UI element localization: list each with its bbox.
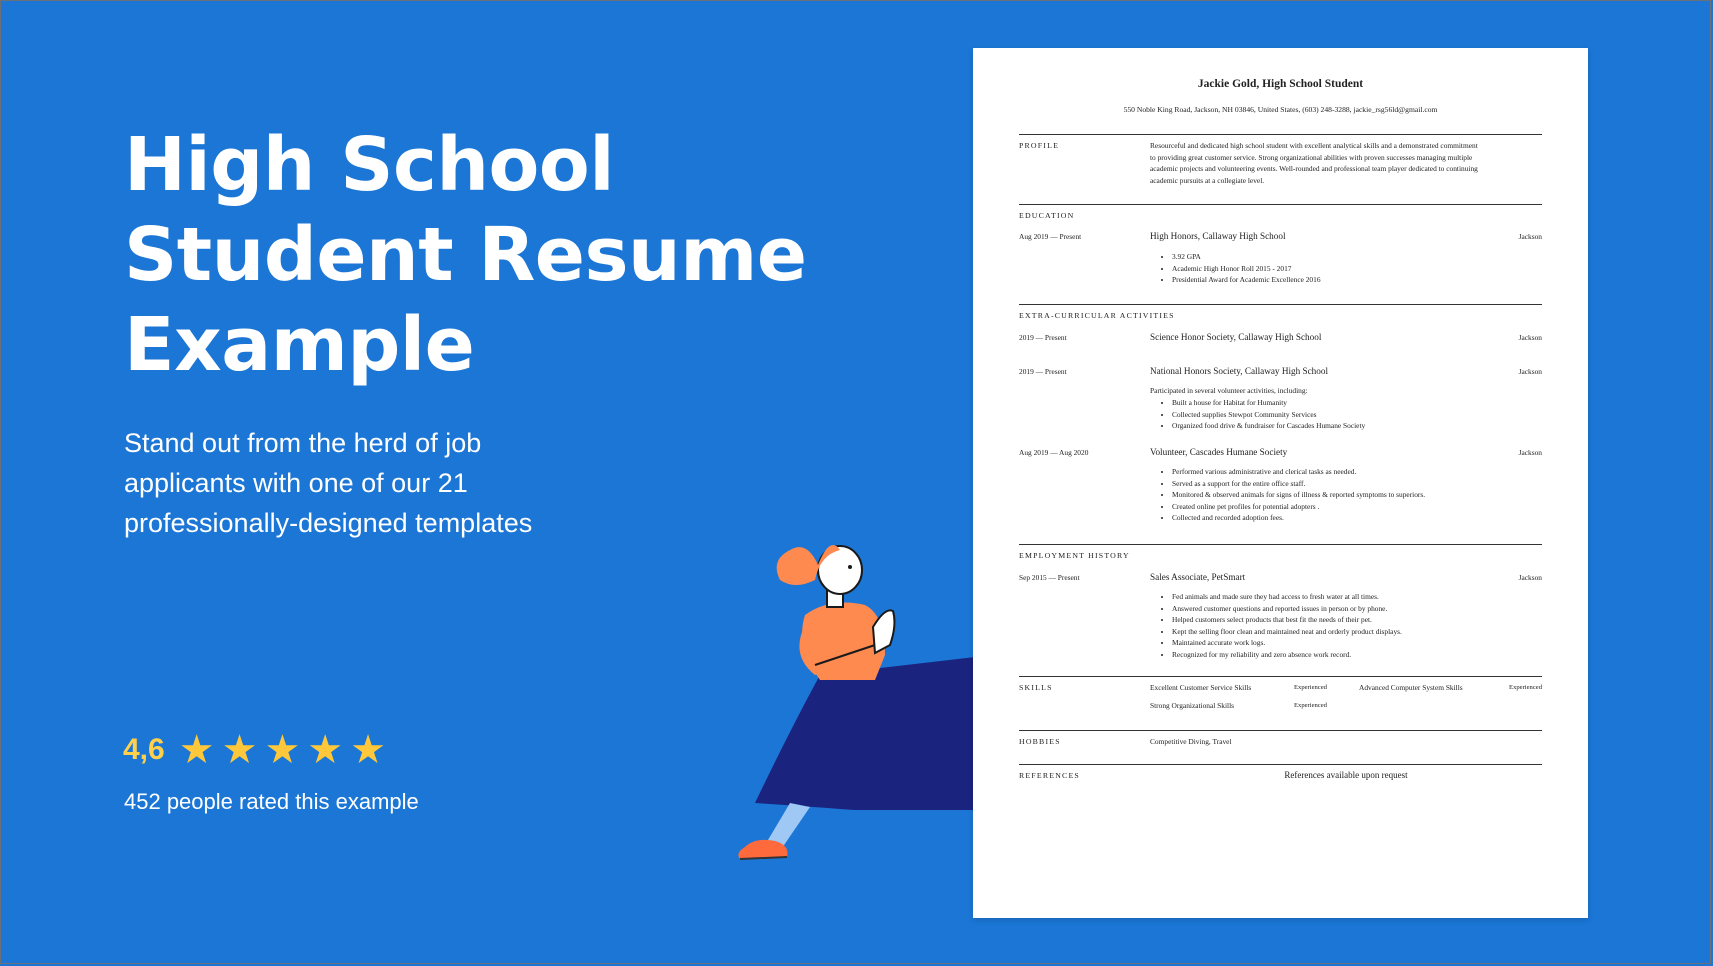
title-line: High School: [124, 122, 615, 208]
skill-name: Excellent Customer Service Skills: [1150, 683, 1252, 692]
subtitle: [124, 423, 684, 543]
rating-block: [123, 727, 393, 773]
text-line: academic projects and volunteering events. Well-rounded and professional team player dedicated to continuing: [1150, 164, 1478, 173]
list-item: • Created online pet profiles for potential adopters .: [1172, 501, 1425, 513]
title-line: Example: [124, 302, 475, 388]
bullet-list: [1150, 251, 1321, 286]
entry-city: Jackson: [1518, 232, 1542, 241]
skill-name: Advanced Computer System Skills: [1359, 683, 1463, 692]
resume-contact: 550 Noble King Road, Jackson, NH 03846, United States, (603) 248-3288, jackie_rsg56ld@gmail.com: [1123, 105, 1438, 114]
hero-title-block: [124, 120, 807, 390]
entry-city: Jackson: [1518, 448, 1542, 457]
section-label: SKILLS: [1019, 683, 1053, 692]
list-item: • Served as a support for the entire office staff.: [1172, 478, 1425, 490]
star-icon: ★: [178, 727, 215, 773]
entry-city: Jackson: [1518, 367, 1542, 376]
subtitle-line: applicants with one of our 21: [124, 468, 468, 498]
entry-title: Volunteer, Cascades Humane Society: [1150, 447, 1288, 457]
bullet-list: [1150, 397, 1365, 432]
list-item: • Collected and recorded adoption fees.: [1172, 512, 1425, 524]
entry-title: Sales Associate, PetSmart: [1150, 572, 1246, 582]
entry-date: 2019 — Present: [1019, 333, 1067, 342]
entry-date: 2019 — Present: [1019, 367, 1067, 376]
activities-section: [1019, 304, 1542, 545]
list-item: • Maintained accurate work logs.: [1172, 637, 1402, 649]
references-section: [1019, 764, 1542, 805]
entry-date: Sep 2015 — Present: [1019, 573, 1080, 582]
star-icon: ★: [307, 727, 344, 773]
list-item: • Fed animals and made sure they had access to fresh water at all times.: [1172, 591, 1402, 603]
student-illustration: [735, 545, 985, 885]
skills-section: [1019, 676, 1542, 731]
entry-intro: Participated in several volunteer activities, including:: [1150, 386, 1308, 395]
employment-section: [1019, 544, 1542, 677]
entry-title: High Honors, Callaway High School: [1150, 231, 1286, 241]
list-item: • Collected supplies Stewpot Community Services: [1172, 409, 1365, 421]
subtitle-line: professionally-designed templates: [124, 508, 533, 538]
list-item: • Academic High Honor Roll 2015 - 2017: [1172, 263, 1321, 275]
list-item: • Built a house for Habitat for Humanity: [1172, 397, 1365, 409]
section-label: EXTRA-CURRICULAR ACTIVITIES: [1019, 311, 1175, 320]
skill-name: Strong Organizational Skills: [1150, 701, 1235, 710]
hobbies-text: Competitive Diving, Travel: [1150, 737, 1232, 746]
list-item: • Kept the selling floor clean and maintained neat and orderly product displays.: [1172, 626, 1402, 638]
entry-city: Jackson: [1518, 573, 1542, 582]
resume-name: Jackie Gold, High School Student: [1197, 78, 1364, 90]
entry-title: Science Honor Society, Callaway High School: [1150, 332, 1322, 342]
skill-level: Experienced: [1294, 702, 1327, 709]
star-icon: ★: [350, 727, 387, 773]
education-section: [1019, 204, 1542, 305]
references-text: References available upon request: [1284, 770, 1408, 780]
list-item: • Performed various administrative and clerical tasks as needed.: [1172, 466, 1425, 478]
star-icon: ★: [264, 727, 301, 773]
page-title: [124, 120, 807, 390]
text-line: to providing great customer service. Strong organizational abilities with proven successes managing multiple: [1150, 152, 1473, 162]
profile-section: [1019, 134, 1542, 205]
section-label: REFERENCES: [1019, 771, 1080, 780]
entry-title: National Honors Society, Callaway High School: [1150, 366, 1329, 376]
list-item: • Presidential Award for Academic Excellence 2016: [1172, 274, 1321, 286]
section-label: EMPLOYMENT HISTORY: [1019, 551, 1130, 560]
entry-city: Jackson: [1518, 333, 1542, 342]
star-icon: ★: [221, 727, 258, 773]
list-item: • Helped customers select products that best fit the needs of their pet.: [1172, 614, 1402, 626]
skill-level: Experienced: [1509, 684, 1542, 691]
section-label: EDUCATION: [1019, 211, 1075, 220]
hobbies-section: [1019, 730, 1542, 765]
resume-document: [973, 48, 1588, 918]
bullet-list: [1150, 466, 1425, 524]
list-item: • Answered customer questions and reported issues in person or by phone.: [1172, 603, 1402, 615]
list-item: • 3.92 GPA: [1172, 251, 1321, 263]
text-line: academic pursuits at a collegiate level.: [1150, 175, 1265, 185]
text-line: Resourceful and dedicated high school student with excellent analytical skills and a demonstrated commitment: [1150, 141, 1478, 150]
subtitle-line: Stand out from the herd of job: [124, 428, 482, 458]
section-label: HOBBIES: [1019, 737, 1061, 746]
rating-count: 452 people rated this example: [124, 789, 419, 814]
list-item: • Monitored & observed animals for signs of illness & reported symptoms to superiors.: [1172, 489, 1425, 501]
entry-date: Aug 2019 — Present: [1019, 232, 1082, 241]
list-item: • Recognized for my reliability and zero absence work record.: [1172, 649, 1402, 661]
rating-value: 4,6: [123, 733, 165, 766]
entry-date: Aug 2019 — Aug 2020: [1019, 448, 1089, 457]
section-label: PROFILE: [1019, 141, 1060, 150]
list-item: • Organized food drive & fundraiser for Cascades Humane Society: [1172, 420, 1365, 432]
title-line: Student Resume: [124, 212, 807, 298]
bullet-list: [1150, 591, 1402, 660]
profile-text: [1150, 140, 1542, 186]
skill-level: Experienced: [1294, 684, 1327, 691]
